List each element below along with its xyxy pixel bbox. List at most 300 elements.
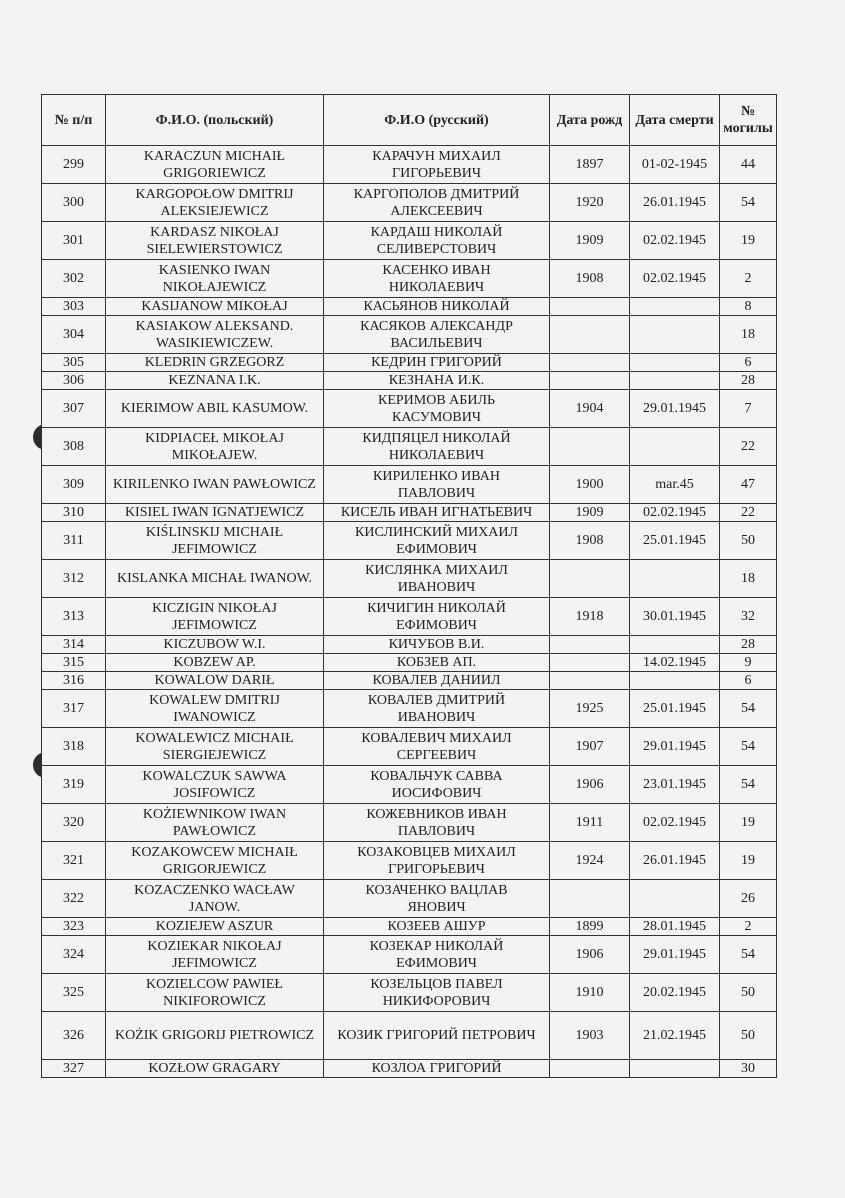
name-russian — [324, 672, 550, 690]
name-polish-line1: KOZIEKAR NIKOŁAJ — [147, 938, 282, 954]
name-russian — [324, 428, 550, 466]
name-russian-line1: КАСЕНКО ИВАН — [382, 262, 491, 278]
grave-number: 32 — [720, 598, 777, 636]
name-russian-line2: ГРИГОРЬЕВИЧ — [388, 861, 485, 877]
grave-number: 22 — [720, 428, 777, 466]
row-number: 302 — [42, 260, 106, 298]
name-polish — [106, 842, 324, 880]
name-russian — [324, 654, 550, 672]
name-russian-line1: КЕДРИН ГРИГОРИЙ — [371, 355, 502, 370]
table-row — [42, 654, 777, 672]
death-date — [630, 1060, 720, 1078]
grave-number: 54 — [720, 184, 777, 222]
row-number: 326 — [42, 1012, 106, 1060]
birth-year: 1904 — [550, 390, 630, 428]
name-russian-line1: КОВАЛЕВИЧ МИХАИЛ — [361, 730, 512, 746]
birth-year: 1908 — [550, 260, 630, 298]
birth-year: 1909 — [550, 222, 630, 260]
name-russian-line1: КОБЗЕВ АП. — [396, 655, 477, 670]
name-russian-line2: ИВАНОВИЧ — [397, 709, 476, 725]
name-polish-line1: KOBZEW AP. — [173, 655, 256, 670]
table-row — [42, 316, 777, 354]
birth-year: 1906 — [550, 766, 630, 804]
table-row — [42, 146, 777, 184]
name-polish — [106, 766, 324, 804]
name-polish — [106, 466, 324, 504]
name-russian-line2: ЕФИМОВИЧ — [396, 541, 477, 557]
table-row — [42, 636, 777, 654]
grave-number: 8 — [720, 298, 777, 316]
name-russian-line1: КОЖЕВНИКОВ ИВАН — [366, 806, 507, 822]
name-russian — [324, 880, 550, 918]
header-name-russian: Ф.И.О (русский) — [324, 95, 550, 146]
table-row — [42, 298, 777, 316]
grave-number: 22 — [720, 504, 777, 522]
birth-year: 1903 — [550, 1012, 630, 1060]
birth-year — [550, 636, 630, 654]
name-russian-line2: СЕРГЕЕВИЧ — [396, 747, 477, 763]
name-polish — [106, 636, 324, 654]
name-polish-line2: JEFIMOWICZ — [172, 541, 257, 557]
name-polish-line1: KICZUBOW W.I. — [163, 637, 266, 652]
name-polish — [106, 880, 324, 918]
name-polish-line2: NIKOŁAJEWICZ — [162, 279, 267, 295]
table-row — [42, 1060, 777, 1078]
name-russian-line2: ГИГОРЬЕВИЧ — [392, 165, 481, 181]
death-date: 25.01.1945 — [630, 522, 720, 560]
row-number: 301 — [42, 222, 106, 260]
death-date — [630, 880, 720, 918]
name-russian-line1: КОЗАЧЕНКО ВАЦЛАВ — [365, 882, 508, 898]
row-number: 315 — [42, 654, 106, 672]
table-row — [42, 428, 777, 466]
name-polish-line1: KICZIGIN NIKOŁAJ — [152, 600, 277, 616]
name-russian-line1: КИСЕЛЬ ИВАН ИГНАТЬЕВИЧ — [340, 505, 533, 520]
name-russian — [324, 184, 550, 222]
grave-number: 28 — [720, 372, 777, 390]
grave-number: 50 — [720, 522, 777, 560]
death-date: 29.01.1945 — [630, 936, 720, 974]
name-russian-line1: КЕЗНАНА И.К. — [388, 373, 485, 388]
table-row — [42, 880, 777, 918]
birth-year: 1899 — [550, 918, 630, 936]
name-polish-line1: KIŚLINSKIJ MICHAIŁ — [145, 524, 284, 540]
name-russian-line2: ВАСИЛЬЕВИЧ — [390, 335, 483, 351]
name-polish-line1: KIDPIACEŁ MIKOŁAJ — [145, 430, 284, 446]
grave-number: 6 — [720, 672, 777, 690]
name-russian-line1: КАРДАШ НИКОЛАЙ — [370, 224, 503, 240]
death-date: 23.01.1945 — [630, 766, 720, 804]
birth-year — [550, 672, 630, 690]
birth-year: 1909 — [550, 504, 630, 522]
header-death-date: Дата смерти — [630, 95, 720, 146]
row-number: 311 — [42, 522, 106, 560]
death-date: 01-02-1945 — [630, 146, 720, 184]
name-russian — [324, 766, 550, 804]
table-row — [42, 918, 777, 936]
birth-year — [550, 560, 630, 598]
birth-year — [550, 654, 630, 672]
death-date: 21.02.1945 — [630, 1012, 720, 1060]
row-number: 303 — [42, 298, 106, 316]
grave-number: 2 — [720, 260, 777, 298]
name-russian — [324, 522, 550, 560]
row-number: 309 — [42, 466, 106, 504]
name-polish-line1: KISIEL IWAN IGNATJEWICZ — [124, 505, 305, 520]
grave-number: 54 — [720, 690, 777, 728]
name-polish-line1: KOZACZENKO WACŁAW — [134, 882, 295, 898]
name-polish — [106, 146, 324, 184]
name-russian — [324, 918, 550, 936]
birth-year — [550, 354, 630, 372]
row-number: 325 — [42, 974, 106, 1012]
grave-number: 18 — [720, 316, 777, 354]
name-polish-line1: KLEDRIN GRZEGORZ — [144, 355, 285, 370]
name-russian-line1: КОВАЛЕВ ДМИТРИЙ — [367, 692, 506, 708]
death-date: 28.01.1945 — [630, 918, 720, 936]
name-russian — [324, 298, 550, 316]
row-number: 320 — [42, 804, 106, 842]
grave-number: 30 — [720, 1060, 777, 1078]
row-number: 324 — [42, 936, 106, 974]
name-polish-line2: GRIGORIEWICZ — [163, 165, 266, 181]
name-russian-line1: КАРАЧУН МИХАИЛ — [372, 148, 501, 164]
birth-year — [550, 316, 630, 354]
name-polish — [106, 222, 324, 260]
name-polish — [106, 298, 324, 316]
table-row — [42, 936, 777, 974]
name-polish-line1: KOWALCZUK SAWWA — [142, 768, 287, 784]
birth-year: 1897 — [550, 146, 630, 184]
death-date: 02.02.1945 — [630, 260, 720, 298]
name-polish-line2: WASIKIEWICZEW. — [155, 335, 274, 351]
grave-number: 19 — [720, 804, 777, 842]
grave-number: 54 — [720, 936, 777, 974]
birth-year: 1910 — [550, 974, 630, 1012]
name-polish-line1: KASIAKOW ALEKSAND. — [135, 318, 294, 334]
death-date: 14.02.1945 — [630, 654, 720, 672]
row-number: 318 — [42, 728, 106, 766]
name-polish-line1: KOWALOW DARIŁ — [154, 673, 275, 688]
table-row — [42, 728, 777, 766]
name-russian-line2: СЕЛИВЕРСТОВИЧ — [376, 241, 497, 257]
name-russian-line2: ЕФИМОВИЧ — [396, 955, 477, 971]
grave-number: 19 — [720, 222, 777, 260]
header-birth-date: Дата рожд — [550, 95, 630, 146]
name-russian — [324, 936, 550, 974]
death-date: 02.02.1945 — [630, 804, 720, 842]
name-russian — [324, 636, 550, 654]
death-date — [630, 560, 720, 598]
name-russian — [324, 1012, 550, 1060]
name-russian — [324, 316, 550, 354]
name-polish-line1: KISLANKA MICHAŁ IWANOW. — [116, 571, 313, 586]
name-russian-line1: КИДПЯЦЕЛ НИКОЛАЙ — [362, 430, 511, 446]
birth-year: 1925 — [550, 690, 630, 728]
name-polish-line2: SIELEWIERSTOWICZ — [146, 241, 283, 257]
table-row — [42, 390, 777, 428]
table-row — [42, 690, 777, 728]
name-polish — [106, 654, 324, 672]
name-russian-line1: КОЗАКОВЦЕВ МИХАИЛ — [357, 844, 516, 860]
death-date: 20.02.1945 — [630, 974, 720, 1012]
row-number: 327 — [42, 1060, 106, 1078]
name-polish-line1: KARGOPOŁOW DMITRIJ — [135, 186, 294, 202]
name-polish-line2: NIKIFOROWICZ — [163, 993, 266, 1009]
name-polish-line2: JANOW. — [188, 899, 241, 915]
name-polish — [106, 672, 324, 690]
table-row — [42, 842, 777, 880]
name-polish-line1: KOZIELCOW PAWIEŁ — [146, 976, 283, 992]
death-date: 29.01.1945 — [630, 728, 720, 766]
name-polish — [106, 260, 324, 298]
name-polish — [106, 690, 324, 728]
name-russian-line1: КЕРИМОВ АБИЛЬ — [378, 392, 495, 408]
name-polish — [106, 560, 324, 598]
table-row — [42, 222, 777, 260]
name-polish-line2: JEFIMOWICZ — [172, 955, 257, 971]
name-polish — [106, 372, 324, 390]
grave-number: 18 — [720, 560, 777, 598]
name-polish — [106, 804, 324, 842]
death-date — [630, 298, 720, 316]
table-row — [42, 1012, 777, 1060]
name-polish — [106, 504, 324, 522]
death-date: 25.01.1945 — [630, 690, 720, 728]
name-polish-line1: KOŻIK GRIGORIJ PIETROWICZ — [114, 1028, 315, 1043]
birth-year: 1924 — [550, 842, 630, 880]
row-number: 322 — [42, 880, 106, 918]
row-number: 304 — [42, 316, 106, 354]
row-number: 300 — [42, 184, 106, 222]
name-polish-line2: JOSIFOWICZ — [173, 785, 256, 801]
name-russian — [324, 598, 550, 636]
death-date: 02.02.1945 — [630, 222, 720, 260]
birth-year: 1906 — [550, 936, 630, 974]
name-russian-line2: ПАВЛОВИЧ — [397, 485, 476, 501]
name-polish-line1: KOŻIEWNIKOW IWAN — [142, 806, 287, 822]
row-number: 321 — [42, 842, 106, 880]
grave-number: 44 — [720, 146, 777, 184]
name-polish-line1: KOZŁOW GRAGARY — [148, 1061, 281, 1076]
name-russian-line2: ИВАНОВИЧ — [397, 579, 476, 595]
birth-year — [550, 298, 630, 316]
death-date — [630, 672, 720, 690]
birth-year: 1907 — [550, 728, 630, 766]
row-number: 306 — [42, 372, 106, 390]
grave-number: 2 — [720, 918, 777, 936]
name-russian — [324, 1060, 550, 1078]
name-polish — [106, 936, 324, 974]
name-polish-line2: GRIGORJEWICZ — [162, 861, 267, 877]
name-polish-line2: IWANOWICZ — [173, 709, 256, 725]
name-russian — [324, 354, 550, 372]
name-russian-line1: КОЗЕЛЬЦОВ ПАВЕЛ — [370, 976, 503, 992]
name-russian-line2: КАСУМОВИЧ — [392, 409, 481, 425]
row-number: 312 — [42, 560, 106, 598]
table-row — [42, 260, 777, 298]
table-row — [42, 184, 777, 222]
name-russian — [324, 466, 550, 504]
table-row — [42, 522, 777, 560]
name-polish — [106, 918, 324, 936]
name-russian-line2: НИКОЛАЕВИЧ — [388, 279, 485, 295]
row-number: 305 — [42, 354, 106, 372]
row-number: 310 — [42, 504, 106, 522]
name-russian — [324, 560, 550, 598]
grave-number: 50 — [720, 974, 777, 1012]
name-russian-line2: ЕФИМОВИЧ — [396, 617, 477, 633]
name-russian — [324, 974, 550, 1012]
grave-number: 54 — [720, 766, 777, 804]
row-number: 307 — [42, 390, 106, 428]
name-polish-line1: KARACZUN MICHAIŁ — [143, 148, 286, 164]
name-polish-line1: KOWALEWICZ MICHAIŁ — [135, 730, 294, 746]
name-russian — [324, 146, 550, 184]
name-polish-line2: SIERGIEJEWICZ — [162, 747, 267, 763]
grave-number: 28 — [720, 636, 777, 654]
name-polish-line1: KOZAKOWCEW MICHAIŁ — [131, 844, 298, 860]
name-russian-line1: КАСЬЯНОВ НИКОЛАЙ — [363, 299, 510, 314]
table-row — [42, 766, 777, 804]
table-header-row — [42, 95, 777, 146]
name-polish-line1: KIERIMOW ABIL KASUMOW. — [120, 401, 309, 416]
header-name-polish: Ф.И.О. (польский) — [106, 95, 324, 146]
table-row — [42, 466, 777, 504]
name-polish — [106, 728, 324, 766]
name-russian — [324, 260, 550, 298]
grave-number: 6 — [720, 354, 777, 372]
row-number: 313 — [42, 598, 106, 636]
name-polish-line1: KOWALEW DMITRIJ — [149, 692, 280, 708]
name-russian — [324, 842, 550, 880]
name-polish — [106, 316, 324, 354]
name-polish — [106, 522, 324, 560]
name-russian-line2: АЛЕКСЕЕВИЧ — [390, 203, 483, 219]
row-number: 299 — [42, 146, 106, 184]
death-date: 29.01.1945 — [630, 390, 720, 428]
name-russian-line1: КОЗЛОА ГРИГОРИЙ — [371, 1061, 502, 1076]
name-russian-line2: ПАВЛОВИЧ — [397, 823, 476, 839]
name-polish — [106, 354, 324, 372]
table-row — [42, 598, 777, 636]
name-polish-line1: KOZIEJEW ASZUR — [155, 919, 274, 934]
name-polish — [106, 974, 324, 1012]
grave-number: 54 — [720, 728, 777, 766]
death-date — [630, 354, 720, 372]
name-russian — [324, 690, 550, 728]
name-polish — [106, 1012, 324, 1060]
birth-year: 1911 — [550, 804, 630, 842]
name-russian-line1: КИСЛИНСКИЙ МИХАИЛ — [355, 524, 518, 540]
name-polish — [106, 428, 324, 466]
name-russian-line1: КОВАЛЬЧУК САВВА — [370, 768, 503, 784]
name-russian-line1: КИЧУБОВ В.И. — [388, 637, 485, 652]
name-polish-line1: KASIENKO IWAN — [158, 262, 271, 278]
row-number: 323 — [42, 918, 106, 936]
birth-year: 1900 — [550, 466, 630, 504]
name-polish — [106, 390, 324, 428]
death-date: 26.01.1945 — [630, 184, 720, 222]
birth-year — [550, 428, 630, 466]
header-number: № п/п — [42, 95, 106, 146]
name-polish-line1: KEZNANA I.K. — [168, 373, 261, 388]
name-polish-line1: KIRILENKO IWAN PAWŁOWICZ — [113, 477, 316, 492]
grave-number: 7 — [720, 390, 777, 428]
grave-number: 26 — [720, 880, 777, 918]
name-polish — [106, 1060, 324, 1078]
name-polish — [106, 598, 324, 636]
name-polish — [106, 184, 324, 222]
header-grave-number: № могилы — [720, 95, 777, 146]
death-date: 26.01.1945 — [630, 842, 720, 880]
name-russian-line2: ИОСИФОВИЧ — [391, 785, 482, 801]
name-russian-line1: КОЗЕЕВ АШУР — [387, 919, 486, 934]
grave-number: 9 — [720, 654, 777, 672]
name-russian-line2: ЯНОВИЧ — [407, 899, 466, 915]
name-russian-line1: КИСЛЯНКА МИХАИЛ — [365, 562, 508, 578]
name-polish-line2: MIKOŁAJEW. — [171, 447, 258, 463]
row-number: 308 — [42, 428, 106, 466]
row-number: 316 — [42, 672, 106, 690]
name-polish-line2: JEFIMOWICZ — [172, 617, 257, 633]
row-number: 314 — [42, 636, 106, 654]
name-russian-line1: КАСЯКОВ АЛЕКСАНДР — [360, 318, 513, 334]
grave-number: 19 — [720, 842, 777, 880]
name-polish-line2: ALEKSIEJEWICZ — [160, 203, 269, 219]
table-row — [42, 672, 777, 690]
death-date: mar.45 — [630, 466, 720, 504]
name-russian — [324, 504, 550, 522]
death-date — [630, 636, 720, 654]
table-row — [42, 504, 777, 522]
death-date — [630, 372, 720, 390]
table-row — [42, 804, 777, 842]
death-date: 30.01.1945 — [630, 598, 720, 636]
name-russian-line1: КОВАЛЕВ ДАНИИЛ — [372, 673, 501, 688]
birth-year — [550, 880, 630, 918]
table-row — [42, 560, 777, 598]
birth-year: 1920 — [550, 184, 630, 222]
birth-year — [550, 1060, 630, 1078]
death-date: 02.02.1945 — [630, 504, 720, 522]
birth-year: 1908 — [550, 522, 630, 560]
birth-year: 1918 — [550, 598, 630, 636]
name-polish-line1: KARDASZ NIKOŁAJ — [150, 224, 279, 240]
death-date — [630, 428, 720, 466]
grave-number: 47 — [720, 466, 777, 504]
name-russian — [324, 372, 550, 390]
name-polish-line2: PAWŁOWICZ — [172, 823, 257, 839]
name-russian-line2: НИКИФОРОВИЧ — [382, 993, 491, 1009]
grave-number: 50 — [720, 1012, 777, 1060]
name-russian — [324, 222, 550, 260]
table-row — [42, 974, 777, 1012]
name-russian — [324, 390, 550, 428]
name-russian-line2: НИКОЛАЕВИЧ — [388, 447, 485, 463]
name-russian-line1: КИРИЛЕНКО ИВАН — [373, 468, 500, 484]
table-row — [42, 354, 777, 372]
name-polish-line1: KASIJANOW MIKOŁAJ — [141, 299, 288, 314]
name-russian — [324, 728, 550, 766]
name-russian-line1: КАРГОПОЛОВ ДМИТРИЙ — [353, 186, 520, 202]
name-russian-line1: КИЧИГИН НИКОЛАЙ — [367, 600, 506, 616]
death-date — [630, 316, 720, 354]
table-row — [42, 372, 777, 390]
row-number: 317 — [42, 690, 106, 728]
name-russian-line1: КОЗИК ГРИГОРИЙ ПЕТРОВИЧ — [337, 1028, 536, 1043]
name-russian-line1: КОЗЕКАР НИКОЛАЙ — [369, 938, 504, 954]
